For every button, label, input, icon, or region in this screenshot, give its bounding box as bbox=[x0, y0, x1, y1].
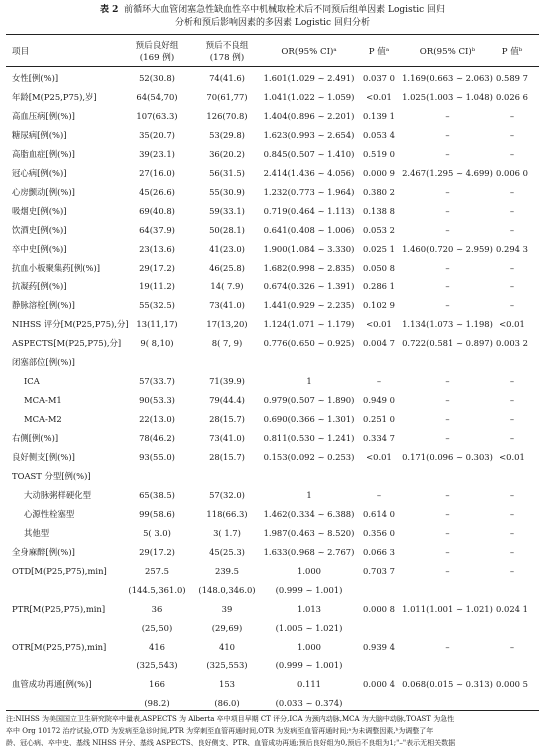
table-row bbox=[0, 277, 545, 295]
good-group-value: (144.5,361.0) bbox=[128, 584, 186, 595]
or-unadjusted-value: (1.005 ~ 1.021) bbox=[275, 622, 343, 633]
row-label: 高脂血症[例(%)] bbox=[12, 148, 75, 159]
or-adjusted-value: 0.171(0.096 ~ 0.303) bbox=[402, 452, 493, 462]
row-label: ASPECTS[M(P25,P75),分] bbox=[12, 338, 122, 349]
footnote-line-2: 卒中 Org 10172 治疗试验,OTD 为发病至急诊时间,PTR 为穿刺至血管再通时间,OTR 为发病至血管再通时间;ᵃ为未调整因素,ᵇ为调整了年 bbox=[6, 727, 434, 735]
poor-group-value: 50(28.1) bbox=[209, 224, 245, 235]
or-adjusted-value: 2.467(1.295 ~ 4.699) bbox=[402, 167, 493, 178]
or-unadjusted-value: 0.641(0.408 ~ 1.006) bbox=[263, 224, 355, 235]
p-adjusted-value: – bbox=[509, 148, 515, 159]
or-adjusted-value: – bbox=[445, 205, 450, 216]
table-row bbox=[0, 675, 545, 693]
caption-line-1 bbox=[0, 4, 545, 17]
table-row bbox=[0, 656, 545, 674]
row-label: 心源性栓塞型 bbox=[24, 508, 75, 519]
header-or-adjusted: OR(95% CI)ᵇ bbox=[419, 47, 476, 57]
good-group-value: 107(63.3) bbox=[136, 110, 178, 121]
row-label: MCA-M1 bbox=[24, 395, 62, 406]
good-group-value: 64(37.9) bbox=[139, 224, 175, 235]
or-unadjusted-value: 1.623(0.993 ~ 2.654) bbox=[263, 129, 355, 140]
poor-group-value: (29,69) bbox=[211, 622, 243, 633]
good-group-value: 65(38.5) bbox=[139, 489, 175, 500]
p-unadjusted-value: 0.066 3 bbox=[363, 546, 395, 557]
p-unadjusted-value: <0.01 bbox=[366, 452, 392, 462]
good-group-value: 257.5 bbox=[145, 565, 169, 576]
good-group-value: 166 bbox=[149, 679, 165, 690]
poor-group-value: 3( 1.7) bbox=[213, 527, 241, 538]
good-group-value: 39(23.1) bbox=[139, 148, 175, 159]
table-row bbox=[0, 505, 545, 523]
poor-group-value: 73(41.0) bbox=[209, 300, 245, 311]
good-group-value: 36 bbox=[151, 603, 163, 614]
p-adjusted-value: – bbox=[509, 262, 515, 273]
table-row bbox=[0, 259, 545, 277]
header-or-unadjusted: OR(95% CI)ᵃ bbox=[281, 47, 337, 57]
p-adjusted-value: 0.294 3 bbox=[496, 243, 528, 254]
p-adjusted-value: – bbox=[509, 110, 515, 121]
good-group-value: 69(40.8) bbox=[139, 205, 175, 216]
row-label: 抗凝药[例(%)] bbox=[12, 281, 67, 292]
or-unadjusted-value: (0.999 ~ 1.001) bbox=[275, 660, 343, 671]
header-good-group bbox=[112, 40, 202, 64]
or-unadjusted-value: 1 bbox=[306, 489, 312, 500]
or-unadjusted-value: 1.404(0.896 ~ 2.201) bbox=[263, 110, 355, 121]
p-unadjusted-value: 0.519 0 bbox=[363, 148, 395, 159]
table-footnote bbox=[6, 713, 542, 749]
or-unadjusted-value: 1.900(1.084 ~ 3.330) bbox=[263, 243, 355, 254]
or-adjusted-value: 1.011(1.001 ~ 1.021) bbox=[402, 603, 493, 614]
p-unadjusted-value: 0.000 8 bbox=[363, 603, 395, 614]
table-row bbox=[0, 638, 545, 656]
poor-group-value: 28(15.7) bbox=[209, 452, 245, 462]
or-adjusted-value: – bbox=[445, 395, 450, 406]
good-group-value: 5( 3.0) bbox=[143, 527, 171, 538]
table-row bbox=[0, 543, 545, 561]
bottom-rule bbox=[6, 710, 539, 711]
good-group-value: (25,50) bbox=[141, 622, 173, 633]
or-adjusted-value: – bbox=[445, 565, 450, 576]
row-label: 右侧[例(%)] bbox=[12, 433, 59, 444]
or-adjusted-value: – bbox=[445, 186, 450, 197]
or-adjusted-value: – bbox=[445, 508, 450, 519]
or-adjusted-value: 1.169(0.663 ~ 2.063) bbox=[402, 73, 493, 83]
p-adjusted-value: – bbox=[509, 281, 515, 292]
p-adjusted-value: – bbox=[509, 565, 515, 576]
top-rule bbox=[6, 34, 539, 35]
p-unadjusted-value: 0.939 4 bbox=[363, 641, 395, 652]
table-row bbox=[0, 145, 545, 163]
footnote-line-3: 龄、冠心病、卒中史、基线 NIHSS 评分、基线 ASPECTS、良好侧支、PTR、血管成功再通;预后良好组为0,预后不良组为1;"–"表示无相关数据 bbox=[6, 739, 456, 747]
p-adjusted-value: – bbox=[509, 205, 515, 216]
or-adjusted-value: – bbox=[445, 129, 450, 140]
good-group-value: 29(17.2) bbox=[139, 546, 175, 557]
poor-group-value: 45(25.3) bbox=[209, 546, 245, 557]
row-label: PTR[M(P25,P75),min] bbox=[12, 603, 106, 614]
poor-group-value: 71(39.9) bbox=[209, 376, 245, 387]
header-poor-line2: (178 例) bbox=[209, 53, 245, 63]
table-row bbox=[0, 619, 545, 637]
p-adjusted-value: – bbox=[509, 527, 515, 538]
p-unadjusted-value: 0.053 2 bbox=[363, 224, 395, 235]
row-label: 心房颤动[例(%)] bbox=[12, 186, 75, 197]
caption-title-2: 分析和预后影响因素的多因素 Logistic 回归分析 bbox=[175, 18, 370, 28]
poor-group-value: 118(66.3) bbox=[206, 508, 248, 519]
poor-group-value: 56(31.5) bbox=[209, 167, 245, 178]
poor-group-value: 39 bbox=[221, 603, 233, 614]
or-unadjusted-value: 1.633(0.968 ~ 2.767) bbox=[263, 546, 355, 557]
good-group-value: 45(26.6) bbox=[139, 186, 175, 197]
poor-group-value: 239.5 bbox=[215, 565, 239, 576]
or-adjusted-value: – bbox=[445, 376, 450, 387]
table-row bbox=[0, 88, 545, 106]
p-unadjusted-value: 0.949 0 bbox=[363, 395, 395, 406]
row-label: 卒中史[例(%)] bbox=[12, 243, 67, 254]
poor-group-value: 46(25.8) bbox=[209, 262, 245, 273]
or-unadjusted-value: 0.690(0.366 ~ 1.301) bbox=[263, 414, 355, 425]
or-adjusted-value: – bbox=[445, 281, 450, 292]
or-unadjusted-value: 1.462(0.334 ~ 6.388) bbox=[263, 508, 355, 519]
p-unadjusted-value: 0.025 1 bbox=[363, 243, 395, 254]
or-unadjusted-value: 1.013 bbox=[297, 603, 321, 614]
or-unadjusted-value: 0.776(0.650 ~ 0.925) bbox=[263, 338, 355, 349]
good-group-value: 23(13.6) bbox=[139, 243, 175, 254]
or-adjusted-value: – bbox=[445, 110, 450, 121]
row-label: 女性[例(%)] bbox=[12, 73, 59, 83]
or-unadjusted-value: 1.041(1.022 ~ 1.059) bbox=[263, 92, 355, 102]
or-unadjusted-value: 1.601(1.029 ~ 2.491) bbox=[263, 73, 355, 83]
p-unadjusted-value: 0.703 7 bbox=[363, 565, 395, 576]
or-adjusted-value: – bbox=[445, 433, 450, 444]
table-row bbox=[0, 429, 545, 447]
good-group-value: 57(33.7) bbox=[139, 376, 175, 387]
or-adjusted-value: – bbox=[445, 148, 450, 159]
good-group-value: 78(46.2) bbox=[139, 433, 175, 444]
p-unadjusted-value: 0.138 8 bbox=[363, 205, 395, 216]
good-group-value: 29(17.2) bbox=[139, 262, 175, 273]
p-adjusted-value: – bbox=[509, 414, 515, 425]
or-unadjusted-value: 0.979(0.507 ~ 1.890) bbox=[263, 395, 355, 406]
good-group-value: 9( 8,10) bbox=[140, 338, 174, 349]
good-group-value: 22(13.0) bbox=[139, 414, 175, 425]
or-adjusted-value: – bbox=[445, 546, 450, 557]
p-adjusted-value: <0.01 bbox=[499, 452, 525, 462]
or-adjusted-value: 1.134(1.073 ~ 1.198) bbox=[402, 319, 493, 330]
row-label: NIHSS 评分[M(P25,P75),分] bbox=[12, 319, 129, 330]
good-group-value: 55(32.5) bbox=[139, 300, 175, 311]
table-row bbox=[0, 581, 545, 599]
p-adjusted-value: – bbox=[509, 508, 515, 519]
poor-group-value: 55(30.9) bbox=[209, 186, 245, 197]
p-unadjusted-value: – bbox=[376, 376, 382, 387]
poor-group-value: (86.0) bbox=[214, 698, 240, 709]
p-adjusted-value: 0.589 7 bbox=[496, 73, 528, 83]
table-row bbox=[0, 221, 545, 239]
p-unadjusted-value: <0.01 bbox=[366, 92, 392, 102]
row-label: 冠心病[例(%)] bbox=[12, 167, 67, 178]
good-group-value: 35(20.7) bbox=[139, 129, 175, 140]
or-unadjusted-value: 1.000 bbox=[297, 641, 321, 652]
p-adjusted-value: 0.024 1 bbox=[496, 603, 528, 614]
good-group-value: (325,543) bbox=[136, 660, 178, 671]
p-adjusted-value: – bbox=[509, 376, 515, 387]
or-unadjusted-value: 1 bbox=[306, 376, 312, 387]
good-group-value: 27(16.0) bbox=[139, 167, 175, 178]
table-row bbox=[0, 164, 545, 182]
p-adjusted-value: 0.026 6 bbox=[496, 92, 528, 102]
good-group-value: 64(54,70) bbox=[136, 92, 178, 102]
table-row bbox=[0, 240, 545, 258]
header-p-adjusted: P 值ᵇ bbox=[501, 47, 523, 57]
or-adjusted-value: 1.025(1.003 ~ 1.048) bbox=[402, 92, 493, 102]
or-adjusted-value: – bbox=[445, 262, 450, 273]
good-group-value: 52(30.8) bbox=[139, 73, 175, 83]
p-unadjusted-value: 0.251 0 bbox=[363, 414, 395, 425]
or-unadjusted-value: 1.987(0.463 ~ 8.520) bbox=[263, 527, 355, 538]
p-unadjusted-value: 0.000 4 bbox=[363, 679, 395, 690]
poor-group-value: 59(33.1) bbox=[209, 205, 245, 216]
or-unadjusted-value: 1.000 bbox=[297, 565, 321, 576]
p-unadjusted-value: 0.380 2 bbox=[363, 186, 395, 197]
or-unadjusted-value: 2.414(1.436 ~ 4.056) bbox=[263, 167, 355, 178]
row-label: 其他型 bbox=[24, 527, 50, 538]
poor-group-value: 153 bbox=[219, 679, 235, 690]
p-unadjusted-value: 0.037 0 bbox=[363, 73, 395, 83]
table-row bbox=[0, 600, 545, 618]
or-unadjusted-value: 0.719(0.464 ~ 1.113) bbox=[263, 205, 355, 216]
or-unadjusted-value: 0.111 bbox=[297, 679, 321, 690]
poor-group-value: 8( 7, 9) bbox=[211, 338, 243, 349]
p-adjusted-value: <0.01 bbox=[499, 319, 525, 330]
good-group-value: 416 bbox=[149, 641, 165, 652]
or-unadjusted-value: 0.845(0.507 ~ 1.410) bbox=[263, 148, 355, 159]
p-adjusted-value: – bbox=[509, 489, 515, 500]
table-row bbox=[0, 183, 545, 201]
table-row bbox=[0, 467, 545, 485]
header-poor-line1: 预后不良组 bbox=[205, 41, 249, 51]
table-row bbox=[0, 69, 545, 87]
or-unadjusted-value: 0.674(0.326 ~ 1.391) bbox=[263, 281, 355, 292]
p-unadjusted-value: 0.053 4 bbox=[363, 129, 395, 140]
or-adjusted-value: – bbox=[445, 300, 450, 311]
p-adjusted-value: – bbox=[509, 129, 515, 140]
row-label: ICA bbox=[24, 376, 40, 387]
or-adjusted-value: – bbox=[445, 641, 450, 652]
or-unadjusted-value: (0.033 ~ 0.374) bbox=[275, 698, 343, 709]
p-unadjusted-value: 0.000 9 bbox=[363, 167, 395, 178]
p-unadjusted-value: 0.102 9 bbox=[363, 300, 395, 311]
poor-group-value: (325,553) bbox=[206, 660, 248, 671]
or-unadjusted-value: 1.682(0.998 ~ 2.835) bbox=[263, 262, 355, 273]
p-unadjusted-value: 0.614 0 bbox=[363, 508, 395, 519]
p-adjusted-value: – bbox=[509, 395, 515, 406]
row-label: 良好侧支[例(%)] bbox=[12, 452, 75, 462]
table-row bbox=[0, 202, 545, 220]
p-adjusted-value: – bbox=[509, 300, 515, 311]
p-adjusted-value: – bbox=[509, 546, 515, 557]
or-adjusted-value: – bbox=[445, 224, 450, 235]
row-label: 糖尿病[例(%)] bbox=[12, 129, 67, 140]
table-row bbox=[0, 448, 545, 466]
table-row bbox=[0, 334, 545, 352]
poor-group-value: 17(13,20) bbox=[206, 319, 248, 330]
table-row bbox=[0, 562, 545, 580]
row-label: 高血压病[例(%)] bbox=[12, 110, 75, 121]
p-unadjusted-value: 0.334 7 bbox=[363, 433, 395, 444]
header-item: 项目 bbox=[12, 47, 30, 57]
table-row bbox=[0, 126, 545, 144]
or-unadjusted-value: (0.999 ~ 1.001) bbox=[275, 584, 343, 595]
row-label: 大动脉粥样硬化型 bbox=[24, 489, 91, 500]
or-adjusted-value: 0.068(0.015 ~ 0.313) bbox=[402, 679, 493, 690]
p-adjusted-value: – bbox=[509, 186, 515, 197]
p-unadjusted-value: 0.286 1 bbox=[363, 281, 395, 292]
or-adjusted-value: 1.460(0.720 ~ 2.959) bbox=[402, 243, 493, 254]
p-unadjusted-value: <0.01 bbox=[366, 319, 392, 330]
table-row bbox=[0, 296, 545, 314]
poor-group-value: 41(23.0) bbox=[209, 243, 245, 254]
good-group-value: 93(55.0) bbox=[139, 452, 175, 462]
p-adjusted-value: – bbox=[509, 433, 515, 444]
footnote-line-1: 注:NIHSS 为美国国立卫生研究院卒中量表,ASPECTS 为 Alberta 卒中项目早期 CT 评分,ICA 为颈内动脉,MCA 为大脑中动脉,TOAST 为急性 bbox=[6, 715, 455, 723]
or-unadjusted-value: 0.811(0.530 ~ 1.241) bbox=[263, 433, 355, 444]
p-adjusted-value: – bbox=[509, 224, 515, 235]
caption-title-1: 前循环大血管闭塞急性缺血性卒中机械取栓术后不同预后组单因素 Logistic 回归 bbox=[124, 5, 446, 15]
p-unadjusted-value: 0.139 1 bbox=[363, 110, 395, 121]
table-caption bbox=[0, 4, 545, 30]
table-row bbox=[0, 486, 545, 504]
good-group-value: 90(53.3) bbox=[139, 395, 175, 406]
p-adjusted-value: – bbox=[509, 641, 515, 652]
poor-group-value: 57(32.0) bbox=[209, 489, 245, 500]
row-label: OTD[M(P25,P75),min] bbox=[12, 565, 107, 576]
poor-group-value: 73(41.0) bbox=[209, 433, 245, 444]
table-row bbox=[0, 391, 545, 409]
or-unadjusted-value: 1.441(0.929 ~ 2.235) bbox=[263, 300, 355, 311]
row-label: 吸烟史[例(%)] bbox=[12, 205, 67, 216]
row-label: MCA-M2 bbox=[24, 414, 62, 425]
poor-group-value: 14( 7.9) bbox=[210, 281, 244, 292]
poor-group-value: 74(41.6) bbox=[209, 73, 245, 83]
header-good-line2: (169 例) bbox=[139, 53, 175, 63]
row-label: 饮酒史[例(%)] bbox=[12, 224, 67, 235]
p-adjusted-value: 0.006 0 bbox=[496, 167, 528, 178]
p-unadjusted-value: 0.004 7 bbox=[363, 338, 395, 349]
poor-group-value: 53(29.8) bbox=[209, 129, 245, 140]
good-group-value: 99(58.6) bbox=[139, 508, 175, 519]
row-label: 血管成功再通[例(%)] bbox=[12, 679, 92, 690]
p-unadjusted-value: 0.356 0 bbox=[363, 527, 395, 538]
row-label: 抗血小板聚集药[例(%)] bbox=[12, 262, 101, 273]
poor-group-value: (148.0,346.0) bbox=[198, 584, 256, 595]
header-rule bbox=[6, 66, 539, 67]
poor-group-value: 410 bbox=[219, 641, 235, 652]
p-unadjusted-value: 0.050 8 bbox=[363, 262, 395, 273]
poor-group-value: 36(20.2) bbox=[209, 148, 245, 159]
or-adjusted-value: – bbox=[445, 527, 450, 538]
poor-group-value: 70(61,77) bbox=[206, 92, 248, 102]
row-label: OTR[M(P25,P75),min] bbox=[12, 641, 107, 652]
or-unadjusted-value: 0.153(0.092 ~ 0.253) bbox=[263, 452, 355, 462]
or-unadjusted-value: 1.232(0.773 ~ 1.964) bbox=[263, 186, 355, 197]
poor-group-value: 126(70.8) bbox=[206, 110, 248, 121]
row-label: 闭塞部位[例(%)] bbox=[12, 357, 75, 368]
poor-group-value: 79(44.4) bbox=[209, 395, 245, 406]
header-good-line1: 预后良好组 bbox=[135, 41, 179, 51]
table-label: 表 2 bbox=[99, 5, 119, 15]
p-adjusted-value: 0.003 2 bbox=[496, 338, 528, 349]
row-label: 年龄[M(P25,P75),岁] bbox=[12, 92, 97, 102]
table-row bbox=[0, 372, 545, 390]
row-label: TOAST 分型[例(%)] bbox=[12, 470, 91, 481]
table-row bbox=[0, 410, 545, 428]
row-label: 静脉溶栓[例(%)] bbox=[12, 300, 75, 311]
header-p-unadjusted: P 值ᵃ bbox=[368, 47, 390, 57]
poor-group-value: 28(15.7) bbox=[209, 414, 245, 425]
or-unadjusted-value: 1.124(1.071 ~ 1.179) bbox=[263, 319, 355, 330]
table-row bbox=[0, 353, 545, 371]
p-unadjusted-value: – bbox=[376, 489, 382, 500]
or-adjusted-value: – bbox=[445, 489, 450, 500]
table-row bbox=[0, 315, 545, 333]
table-row bbox=[0, 107, 545, 125]
p-adjusted-value: 0.000 5 bbox=[496, 679, 528, 690]
or-adjusted-value: – bbox=[445, 414, 450, 425]
good-group-value: 13(11,17) bbox=[136, 319, 178, 330]
table-row bbox=[0, 524, 545, 542]
row-label: 全身麻醉[例(%)] bbox=[12, 546, 75, 557]
good-group-value: 19(11.2) bbox=[139, 281, 175, 292]
or-adjusted-value: 0.722(0.581 ~ 0.897) bbox=[402, 338, 493, 349]
good-group-value: (98.2) bbox=[144, 698, 170, 709]
